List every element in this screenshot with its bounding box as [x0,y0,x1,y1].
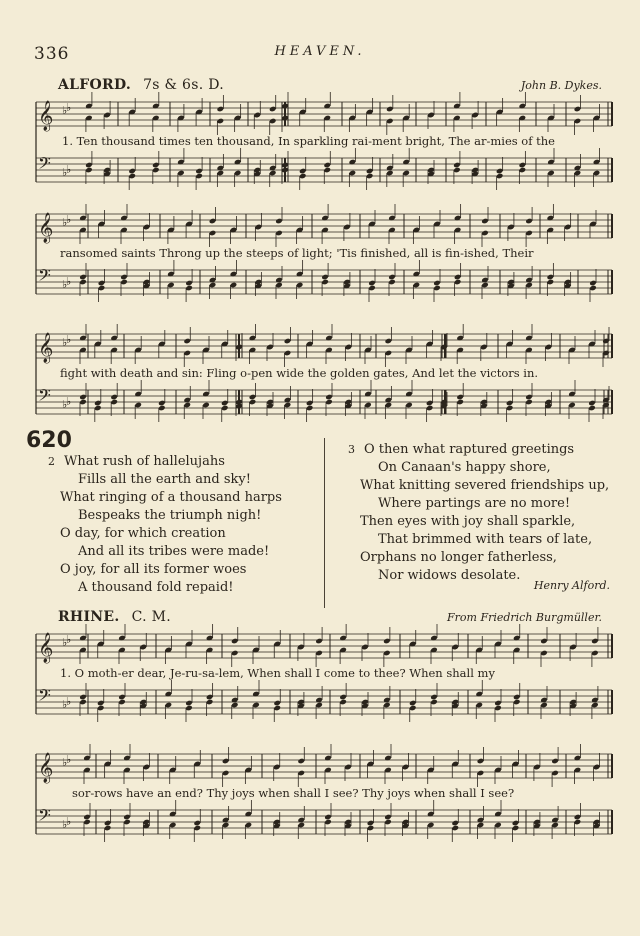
svg-text:♭: ♭ [66,275,72,288]
page-number: 336 [34,44,70,64]
lyric-line: 1. Ten thousand times ten thousand, In sparkling rai-ment bright, The ar-mies of the [62,134,555,148]
svg-text:♭: ♭ [66,101,72,114]
verse-line: What rush of hallelujahs [64,454,225,469]
tune-name: ALFORD. [58,77,132,93]
tune-name: RHINE. [58,609,120,625]
svg-text:♭: ♭ [66,333,72,346]
verse-number: 3 [348,443,355,456]
lyric-line: fight with death and sin: Fling o-pen wide the golden gates, And let the victors in. [60,366,539,380]
verse-line: What ringing of a thousand harps [60,490,282,505]
svg-text:𝄢: 𝄢 [38,153,51,177]
verse-line: Bespeaks the triumph nigh! [78,508,262,523]
verse-line: Orphans no longer fatherless, [360,550,557,565]
svg-text:𝄢: 𝄢 [38,385,51,409]
column-divider [324,438,325,608]
svg-text:♭: ♭ [66,753,72,766]
hymn-author: Henry Alford. [533,579,610,592]
svg-text:♭: ♭ [62,278,68,291]
svg-text:♭: ♭ [66,395,72,408]
tune-meter: C. M. [131,609,171,625]
svg-text:♭: ♭ [62,818,68,831]
verse-line: That brimmed with tears of late, [378,532,593,547]
composer: From Friedrich Burgmüller. [447,611,602,624]
svg-text:♭: ♭ [62,216,68,229]
verse-line: What knitting severed friendships up, [360,478,610,493]
verse-line: Where partings are no more! [378,496,571,511]
verse-line: Then eyes with joy shall sparkle, [360,514,576,529]
svg-text:♭: ♭ [66,633,72,646]
svg-text:♭: ♭ [62,636,68,649]
verse-line: O day, for which creation [60,526,226,541]
lyric-line: 1. O moth-er dear, Je-ru-sa-lem, When shall I come to thee? When shall my [60,666,495,680]
verse-3 [348,441,609,585]
svg-text:𝄞: 𝄞 [38,333,54,363]
svg-text:♭: ♭ [66,163,72,176]
verse-line: And all its tribes were made! [78,544,270,559]
composer: John B. Dykes. [520,79,602,92]
svg-text:♭: ♭ [62,756,68,769]
verse-line: On Canaan's happy shore, [378,460,551,475]
svg-text:♭: ♭ [62,104,68,117]
svg-text:♭: ♭ [66,695,72,708]
svg-text:𝄢: 𝄢 [38,265,51,289]
verse-2 [48,453,282,597]
svg-text:𝄢: 𝄢 [38,685,51,709]
svg-text:♭: ♭ [62,336,68,349]
svg-text:𝄢: 𝄢 [38,805,51,829]
running-head: HEAVEN. [274,44,366,59]
verse-line: A thousand fold repaid! [78,580,234,595]
verse-number: 2 [48,455,55,468]
svg-text:♭: ♭ [66,815,72,828]
svg-text:♭: ♭ [62,698,68,711]
verse-line: Fills all the earth and sky! [78,472,251,487]
verse-line: O joy, for all its former woes [60,562,247,577]
verse-line: Nor widows desolate. [378,568,521,583]
tune-meter: 7s & 6s. D. [143,77,225,93]
svg-text:𝄞: 𝄞 [38,753,54,783]
svg-text:♭: ♭ [62,166,68,179]
lyric-line: ransomed saints Throng up the steeps of light; 'Tis finished, all is fin-ished, Their [60,246,534,260]
svg-text:𝄞: 𝄞 [38,101,54,131]
verse-line: O then what raptured greetings [364,442,575,457]
tune-title-alford [58,77,224,93]
lyric-line: sor-rows have an end? Thy joys when shall I see? Thy joys when shall I see? [72,786,515,800]
svg-text:♭: ♭ [62,398,68,411]
hymn-number: 620 [26,428,72,453]
svg-text:𝄞: 𝄞 [38,213,54,243]
tune-title-rhine [58,609,171,625]
svg-text:𝄞: 𝄞 [38,633,54,663]
svg-text:♭: ♭ [66,213,72,226]
